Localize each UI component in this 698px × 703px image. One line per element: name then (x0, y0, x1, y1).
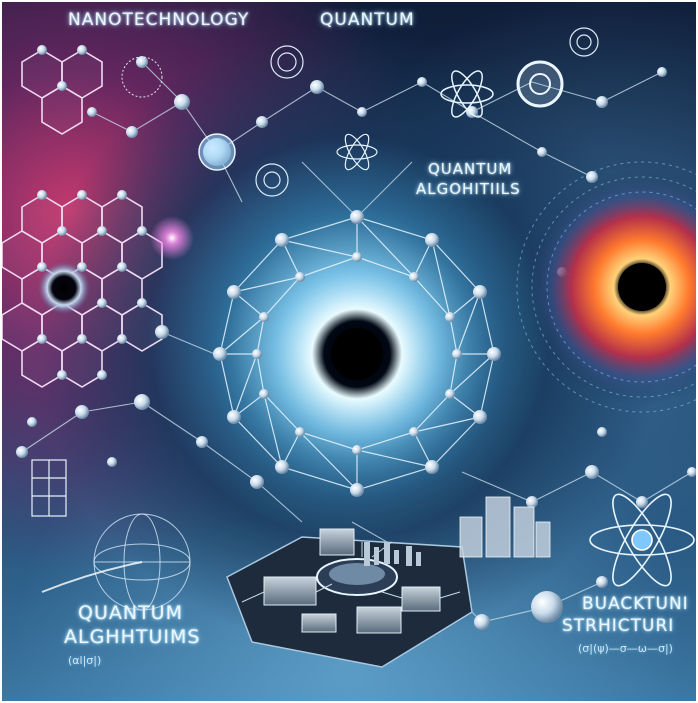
atom-icon-center (337, 131, 377, 173)
quantum-label-bottom: QUANTUM (78, 602, 183, 624)
central-geodesic-sphere (207, 204, 507, 504)
lens-flare (150, 216, 194, 260)
spiral-icons (256, 28, 598, 196)
algorithms-label-mid: ALGOHITIILS (416, 180, 521, 198)
algorithms-label-bottom: ALGHHTUIMS (64, 626, 201, 648)
buacktum-label: BUACKTUNI (582, 594, 689, 614)
left-black-hole (38, 262, 90, 314)
structure-label: STRHICTURI (562, 616, 675, 636)
quantum-title: QUANTUM (320, 10, 415, 30)
data-panel (32, 460, 66, 516)
quantum-label-mid: QUANTUM (428, 160, 513, 178)
blue-sphere (199, 134, 235, 170)
artwork-frame (2, 2, 696, 701)
city-buildings (460, 497, 550, 557)
formula-left: (αl|σ|) (68, 654, 102, 667)
circuit-board (227, 529, 472, 667)
formula-right: (σ|(ψ)—σ—ω—σ|) (578, 642, 673, 655)
top-right-orb (518, 62, 562, 106)
nanotechnology-title: NANOTECHNOLOGY (68, 10, 250, 30)
wireframe-globe (42, 514, 190, 610)
black-hole (517, 162, 696, 412)
